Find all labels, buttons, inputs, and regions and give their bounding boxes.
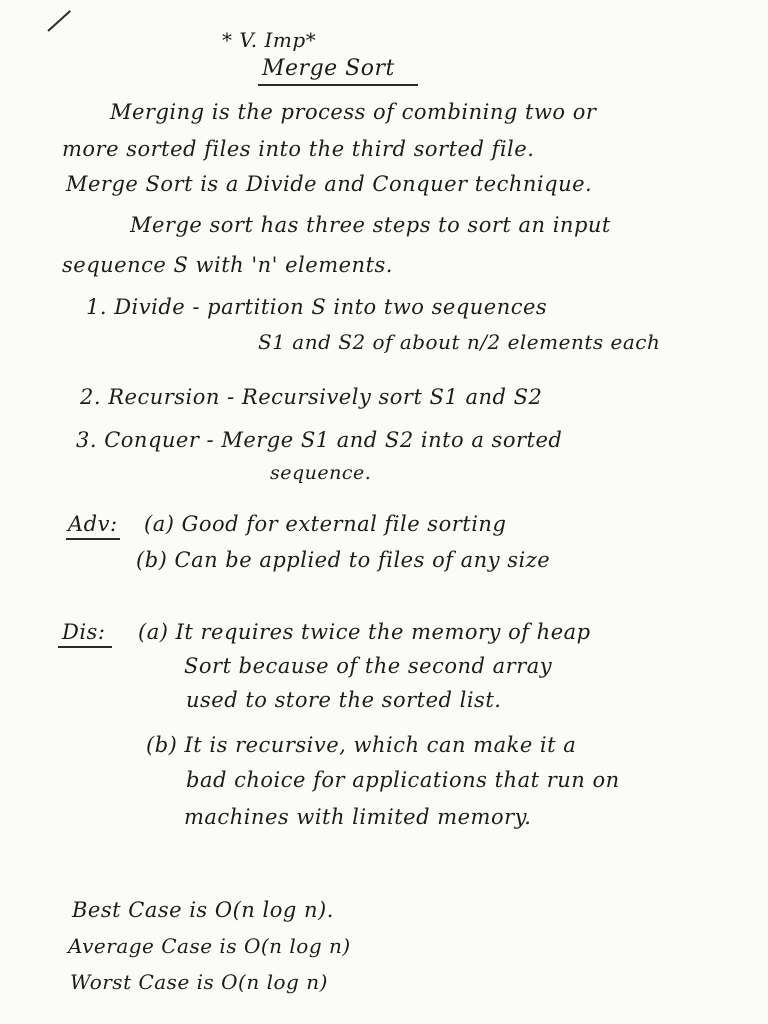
importance-note: * V. Imp*	[222, 28, 317, 52]
advantage-b: (b) Can be applied to files of any size	[136, 548, 551, 572]
advantage-a: (a) Good for external file sorting	[144, 512, 507, 536]
disadvantage-b-line-1: (b) It is recursive, which can make it a	[146, 733, 577, 757]
definition-line-2: more sorted files into the third sorted file.	[62, 137, 535, 161]
step-conquer-continued: sequence.	[270, 462, 372, 484]
title-underline	[258, 84, 418, 86]
page-title: Merge Sort	[262, 56, 395, 81]
disadvantage-a-line-3: used to store the sorted list.	[186, 688, 502, 712]
disadvantage-a-line-1: (a) It requires twice the memory of heap	[138, 620, 591, 644]
step-divide: 1. Divide - partition S into two sequences	[86, 295, 548, 319]
step-divide-continued: S1 and S2 of about n/2 elements each	[258, 330, 661, 354]
average-case: Average Case is O(n log n)	[68, 934, 351, 958]
advantages-label: Adv:	[68, 512, 118, 536]
best-case: Best Case is O(n log n).	[72, 898, 334, 922]
step-conquer: 3. Conquer - Merge S1 and S2 into a sorted	[76, 428, 563, 452]
disadvantages-label-underline	[58, 646, 112, 648]
disadvantages-label: Dis:	[62, 620, 106, 644]
disadvantage-b-line-2: bad choice for applications that run on	[186, 768, 620, 792]
definition-line-3: Merge Sort is a Divide and Conquer technique.	[66, 172, 593, 196]
advantages-label-underline	[66, 538, 120, 540]
disadvantage-a-line-2: Sort because of the second array	[184, 654, 553, 678]
worst-case: Worst Case is O(n log n)	[70, 970, 328, 994]
steps-intro-line-2: sequence S with 'n' elements.	[62, 253, 393, 277]
step-recursion: 2. Recursion - Recursively sort S1 and S2	[80, 385, 543, 409]
definition-line-1: Merging is the process of combining two or	[110, 100, 597, 124]
disadvantage-b-line-3: machines with limited memory.	[184, 805, 532, 829]
pen-stroke-mark	[47, 10, 71, 32]
steps-intro-line-1: Merge sort has three steps to sort an input	[130, 213, 611, 237]
